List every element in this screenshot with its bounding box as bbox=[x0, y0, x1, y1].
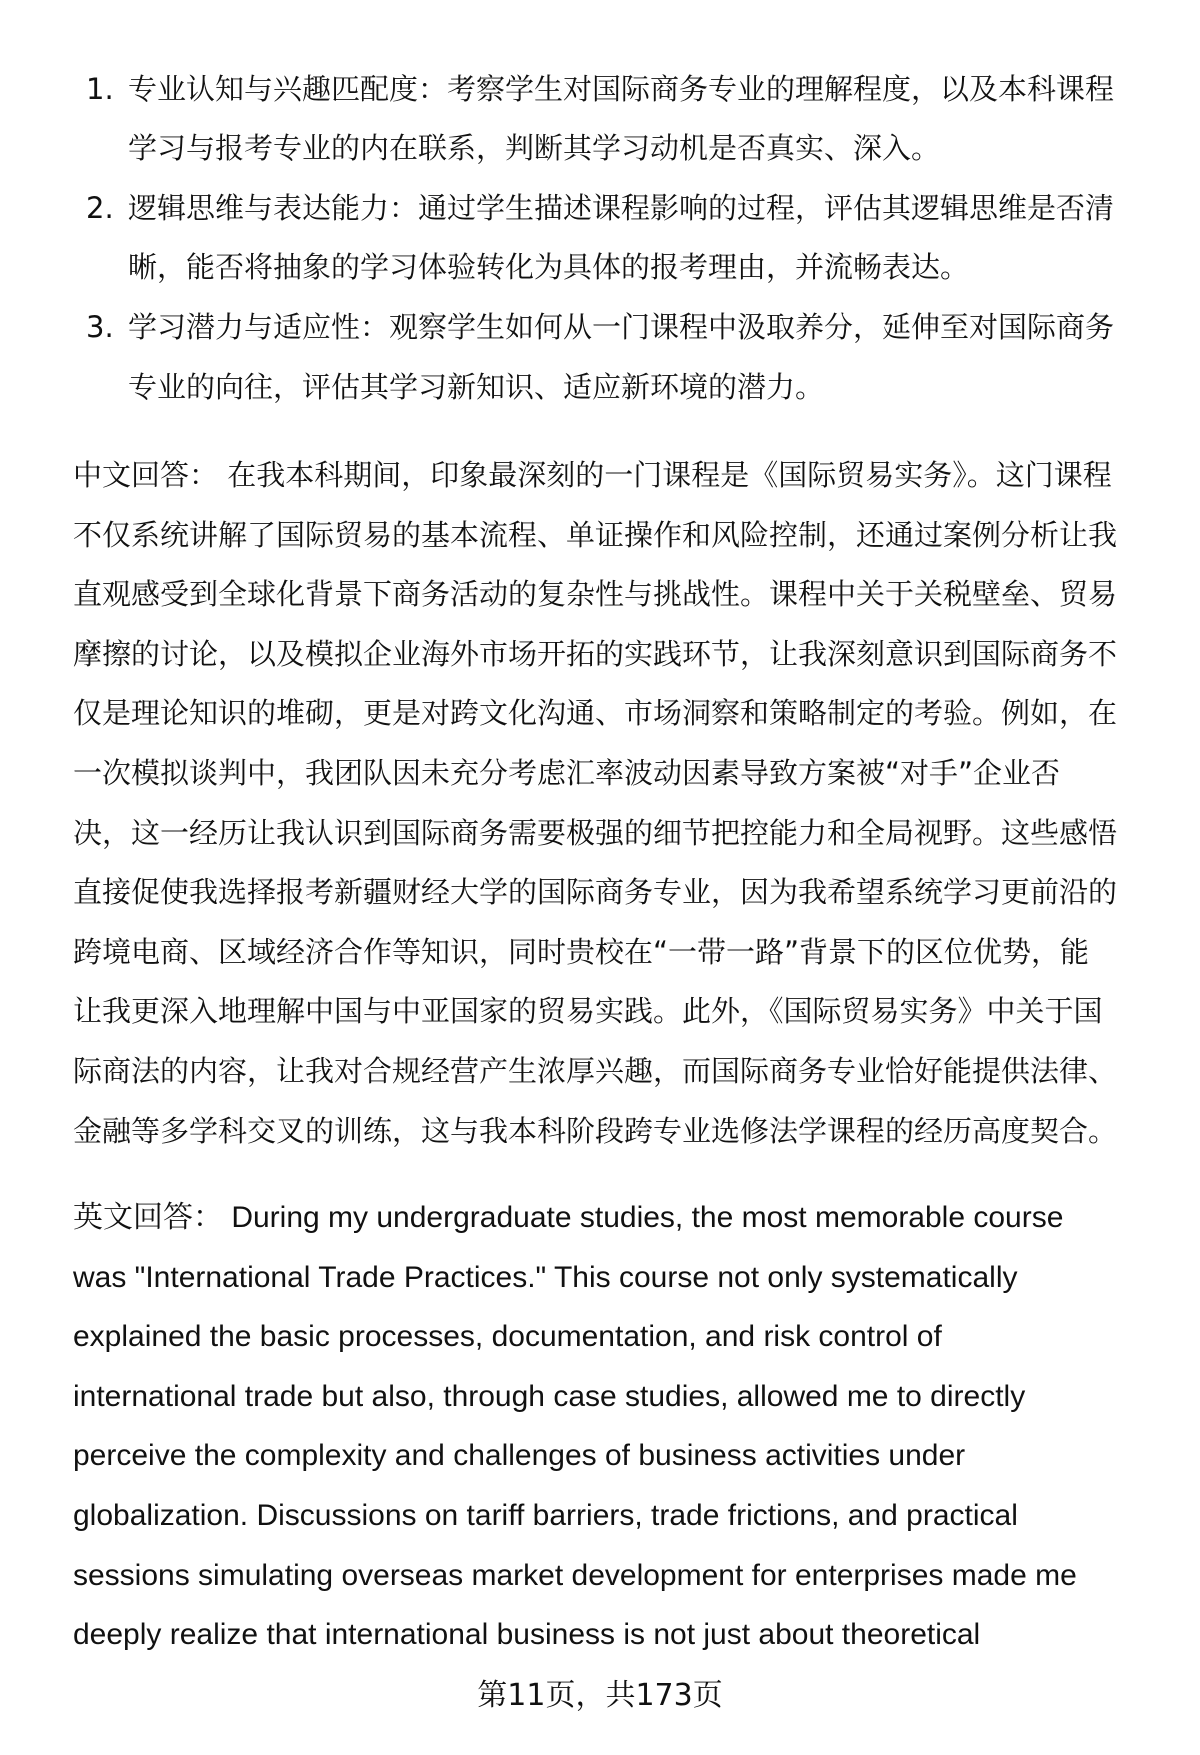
paragraph-line: 摩擦的讨论，以及模拟企业海外市场开拓的实践环节，让我深刻意识到国际商务不 bbox=[73, 636, 1118, 671]
paragraph-line: perceive the complexity and challenges of business activities under bbox=[73, 1439, 966, 1473]
list-item-line: 学习潜力与适应性：观察学生如何从一门课程中汲取养分，延伸至对国际商务 bbox=[128, 310, 1115, 344]
paragraph-line: 仅是理论知识的堆砌，更是对跨文化沟通、市场洞察和策略制定的考验。例如，在 bbox=[73, 696, 1118, 731]
list-number: 2. bbox=[86, 191, 114, 225]
paragraph-line: 跨境电商、区域经济合作等知识，同时贵校在“一带一路”背景下的区位优势，能 bbox=[73, 934, 1090, 969]
list-item-line: 专业认知与兴趣匹配度：考察学生对国际商务专业的理解程度，以及本科课程 bbox=[128, 72, 1115, 106]
paragraph-line: 不仅系统讲解了国际贸易的基本流程、单证操作和风险控制，还通过案例分析让我 bbox=[73, 517, 1118, 552]
page-number-footer: 第11页，共173页 bbox=[477, 1678, 723, 1713]
list-item-line: 逻辑思维与表达能力：通过学生描述课程影响的过程，评估其逻辑思维是否清 bbox=[128, 191, 1115, 225]
paragraph-line: deeply realize that international business is not just about theoretical bbox=[73, 1618, 981, 1652]
paragraph-line: sessions simulating overseas market development for enterprises made me bbox=[73, 1558, 1077, 1592]
list-number: 3. bbox=[86, 310, 114, 344]
paragraph-line: 决，这一经历让我认识到国际商务需要极强的细节把控能力和全局视野。这些感悟 bbox=[73, 815, 1118, 850]
list-number: 1. bbox=[86, 72, 114, 106]
paragraph-line: was "International Trade Practices." This course not only systematically bbox=[73, 1260, 1018, 1294]
paragraph-line: 直观感受到全球化背景下商务活动的复杂性与挑战性。课程中关于关税壁垒、贸易 bbox=[73, 577, 1118, 612]
paragraph-line: 直接促使我选择报考新疆财经大学的国际商务专业，因为我希望系统学习更前沿的 bbox=[73, 875, 1118, 910]
paragraph-line: 英文回答： During my undergraduate studies, the most memorable course bbox=[73, 1201, 1064, 1234]
paragraph-line: 一次模拟谈判中，我团队因未充分考虑汇率波动因素导致方案被“对手”企业否 bbox=[73, 756, 1061, 790]
paragraph-line: 中文回答： 在我本科期间，印象最深刻的一门课程是《国际贸易实务》。这门课程 bbox=[73, 458, 1112, 492]
paragraph-line: explained the basic processes, documentation, and risk control of bbox=[73, 1320, 942, 1354]
list-item-line: 晰，能否将抽象的学习体验转化为具体的报考理由，并流畅表达。 bbox=[128, 250, 970, 284]
paragraph-line: 金融等多学科交叉的训练，这与我本科阶段跨专业选修法学课程的经历高度契合。 bbox=[73, 1113, 1118, 1148]
paragraph-line: 际商法的内容，让我对合规经营产生浓厚兴趣，而国际商务专业恰好能提供法律、 bbox=[73, 1054, 1118, 1088]
paragraph-line: international trade but also, through case studies, allowed me to directly bbox=[73, 1379, 1026, 1413]
paragraph-line: 让我更深入地理解中国与中亚国家的贸易实践。此外，《国际贸易实务》中关于国 bbox=[73, 994, 1103, 1029]
list-item-line: 学习与报考专业的内在联系，判断其学习动机是否真实、深入。 bbox=[128, 131, 941, 165]
list-item-line: 专业的向往，评估其学习新知识、适应新环境的潜力。 bbox=[128, 370, 825, 404]
paragraph-line: globalization. Discussions on tariff barriers, trade frictions, and practical bbox=[73, 1499, 1018, 1532]
